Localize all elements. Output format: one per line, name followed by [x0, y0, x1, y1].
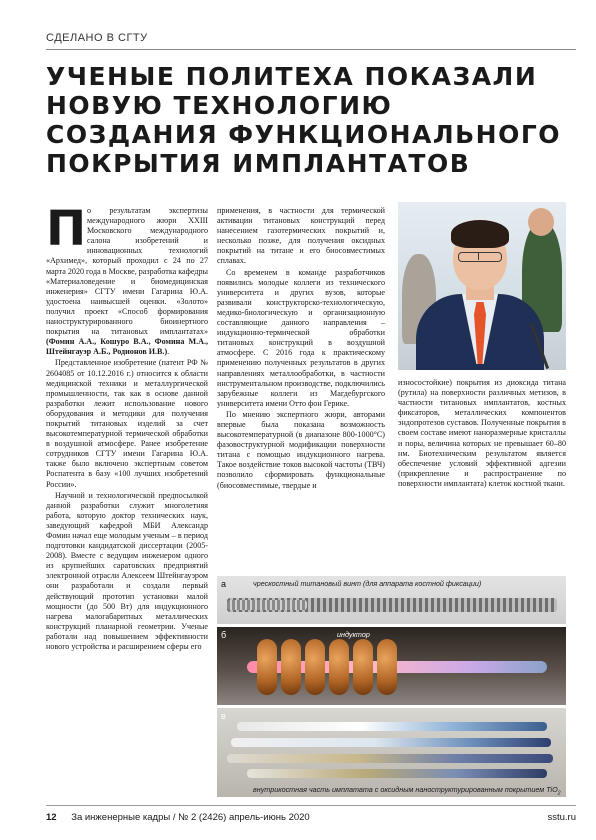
figure-panel-b — [217, 627, 566, 705]
screw-thread-end — [227, 600, 307, 610]
paragraph-background: Научной и технологической предпосылкой данной разработки служит многолетняя работа, которую доктор технических наук, заведующий кафедрой МБИ Александр Фомин начал еще молодым ученым – в период подготовки кандидатской диссертации (2005-2008). Вместе с ведущим инженером одного из крупнейших саратовских предприятий электронной отрасли Алексеем Штейнгауэром они разработали и создали первый действующий прототип установки малой мощности (до 500 Вт) для индукционного нагрева малогабаритных металлических конструкций планарной геометрии. Ученые работали над повышением эффективности нового устройства и расширением сферы его — [46, 490, 208, 652]
intro-end: . — [167, 347, 170, 357]
magazine-name: За инженерные кадры — [71, 812, 171, 823]
dropcap-letter: П — [46, 201, 87, 257]
author-portrait-photo — [398, 202, 566, 370]
panel-a-caption: чрескостный титановый винт (для аппарата костной фиксации) — [253, 579, 482, 588]
panel-c-caption — [253, 785, 561, 796]
figure-panel-c — [217, 708, 566, 797]
paragraph-jury: По мнению экспертного жюри, авторами впервые была показана возможность высокотемпературной (в диапазоне 800-1000°С) фазовоструктурной модификации поверхности титана с помощью индукционного нагрева. Такое воздействие токов высокой частоты (ТВЧ) позволило сформировать функциональные (биосовместимые, твердые и — [217, 409, 385, 490]
inductor-coil-turn — [329, 639, 349, 695]
figure-panel-a — [217, 576, 566, 624]
coated-implant — [231, 738, 551, 747]
inductor-coil-turn — [377, 639, 397, 695]
panel-a-letter: а — [221, 579, 227, 589]
background-person-right-head — [528, 208, 554, 236]
footer-divider — [46, 805, 576, 806]
glasses-icon — [458, 252, 502, 262]
article-headline: УЧЕНЫЕ ПОЛИТЕХА ПОКАЗАЛИ НОВУЮ ТЕХНОЛОГИЮ СОЗДАНИЯ ФУНКЦИОНАЛЬНОГО ПОКРЫТИЯ ИМПЛАНТАТОВ — [46, 62, 562, 178]
site-link[interactable]: sstu.ru — [547, 812, 576, 823]
page-number: 12 — [46, 812, 57, 823]
inductor-coil-turn — [257, 639, 277, 695]
rubric-divider — [46, 49, 576, 50]
paragraph-application: применения, в частности для термической активации титановых конструкций перед нанесением газотермических покрытий и, несколько позже, для получения оксидных покрытий на титане и его биосовместимых сплавах. — [217, 206, 385, 266]
panel-c-caption-text: внутрикостная часть имплатата с оксидным наноструктурированным покрытием TiO — [253, 785, 558, 794]
article-column-3 — [398, 378, 566, 490]
page-footer — [46, 812, 576, 823]
article-column-2 — [217, 206, 385, 492]
section-rubric: СДЕЛАНО В СГТУ — [46, 32, 148, 44]
coated-implant — [227, 754, 553, 763]
coated-implant — [247, 769, 547, 778]
implant-figure — [217, 576, 566, 797]
panel-b-letter: б — [221, 630, 227, 640]
inductor-coil-turn — [353, 639, 373, 695]
paragraph-coatings: износостойкие) покрытия из диоксида титана (рутила) на поверхности различных метизов, в частности титановых имплантатов, костных фиксаторов, металлических компонентов эндопротезов суставов. Полученные покрытия в своем составе имеют наноразмерные кристаллы и поры, величина которых не превышает 60–80 нм. Биотехническим результатом является обеспечение условий эффективной адгезии (прикрепление и распространение по поверхности имплантата) клеток костной ткани. — [398, 378, 566, 488]
panel-b-caption: индуктор — [337, 630, 370, 639]
issue-info: / № 2 (2426) апрель-июнь 2020 — [172, 812, 310, 823]
paragraph-patent: Представленное изобретение (патент РФ № 2604085 от 10.12.2016 г.) относится к области медицинской техники и металлургической промышленности, так как в основе данной разработки лежит использование нового оборудования и методики для получения покрытий титановых изделий за счет высокотемпературной термической обработки в воздушной атмосфере. Ранее изобретение сотрудников СГТУ имени Гагарина Ю.А. также было включено экспертным советом Роспатента в базу «100 лучших изобретений России». — [46, 358, 208, 489]
inductor-coil-turn — [281, 639, 301, 695]
intro-text: о результатам экспертизы международного жюри XXIII Московского международного салона изобретений и инновационных технологий «Архимед», который проходил с 24 по 27 марта 2020 года в Москве, разработка кафедры «Материаловедение и биомедицинская инженерия» СГТУ имени Гагарина Ю.А. удостоена наивысшей оценки. «Золото» получил проект «Способ формирования наноструктурированного биоинертного покрытия на титановых имплантатах» — [46, 206, 208, 337]
panel-c-letter: в — [221, 711, 226, 721]
panel-c-caption-subscript: 2 — [557, 790, 561, 797]
hair — [451, 220, 509, 248]
inductor-coil-turn — [305, 639, 325, 695]
article-column-1 — [46, 201, 208, 653]
paragraph-team: Со временем в команде разработчиков появились молодые коллеги из технического университета и других вузов, которые развивали конструкторско-технологическую, медико-биологическую и организационную составляющие данного направления – индукционно-термической обработки титановых конструкций в воздушной атмосфере. С 2016 года к практическому применению полученных результатов в других направлениях металлообработки, в частности инструментальном производстве, подключились зарубежные коллеги из Магдебургского университета имени Отто фон Герике. — [217, 267, 385, 408]
authors-list: (Фомин А.А., Кошуро В.А., Фомина М.А., Штейнгауэр А.Б., Родионов И.В.) — [46, 337, 208, 357]
coated-implant — [237, 722, 547, 731]
